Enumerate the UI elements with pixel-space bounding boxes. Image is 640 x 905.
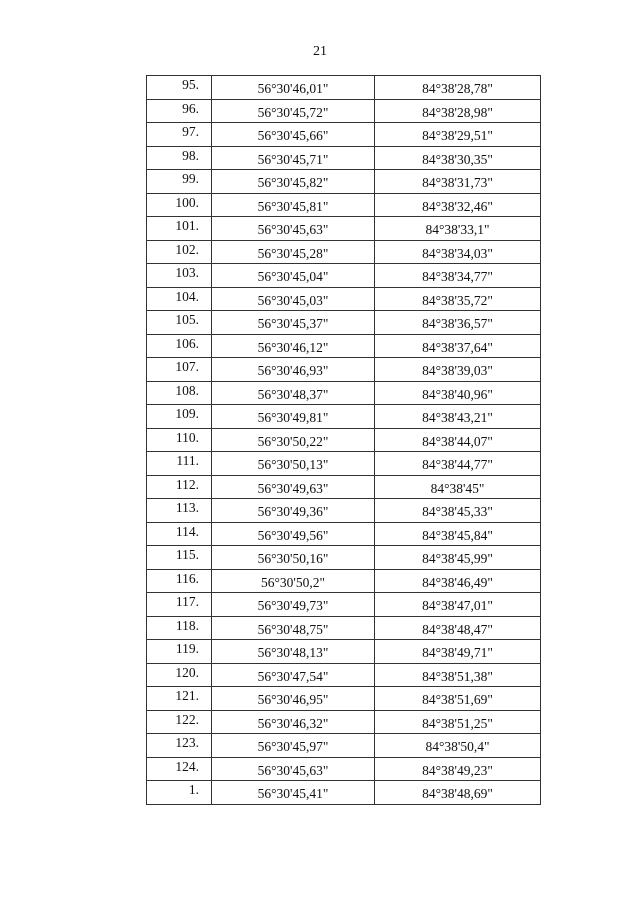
table-row — [147, 76, 541, 100]
longitude-cell: 84°38'45" — [375, 475, 541, 499]
longitude-cell: 84°38'44,77" — [375, 452, 541, 476]
longitude-cell: 84°38'46,49" — [375, 569, 541, 593]
latitude-cell: 56°30'47,54" — [212, 663, 375, 687]
table-row — [147, 99, 541, 123]
latitude-cell: 56°30'49,73" — [212, 593, 375, 617]
table-row — [147, 287, 541, 311]
table-row — [147, 405, 541, 429]
table-row — [147, 757, 541, 781]
longitude-cell: 84°38'48,69" — [375, 781, 541, 805]
latitude-cell: 56°30'48,37" — [212, 381, 375, 405]
latitude-cell: 56°30'45,41" — [212, 781, 375, 805]
table-row — [147, 593, 541, 617]
point-number-cell: 116. — [147, 569, 212, 593]
coordinates-table-body — [147, 76, 541, 805]
table-row — [147, 193, 541, 217]
point-number-cell: 115. — [147, 546, 212, 570]
point-number-cell: 108. — [147, 381, 212, 405]
longitude-cell: 84°38'28,98" — [375, 99, 541, 123]
page-number: 21 — [313, 44, 327, 59]
latitude-cell: 56°30'45,82" — [212, 170, 375, 194]
table-row — [147, 710, 541, 734]
point-number-cell: 122. — [147, 710, 212, 734]
point-number-cell: 102. — [147, 240, 212, 264]
table-row — [147, 640, 541, 664]
longitude-cell: 84°38'45,84" — [375, 522, 541, 546]
table-row — [147, 264, 541, 288]
latitude-cell: 56°30'46,01" — [212, 76, 375, 100]
latitude-cell: 56°30'50,13" — [212, 452, 375, 476]
latitude-cell: 56°30'45,63" — [212, 217, 375, 241]
latitude-cell: 56°30'45,37" — [212, 311, 375, 335]
longitude-cell: 84°38'49,71" — [375, 640, 541, 664]
table-row — [147, 358, 541, 382]
latitude-cell: 56°30'46,93" — [212, 358, 375, 382]
table-row — [147, 499, 541, 523]
point-number-cell: 105. — [147, 311, 212, 335]
table-row — [147, 569, 541, 593]
longitude-cell: 84°38'45,99" — [375, 546, 541, 570]
point-number-cell: 103. — [147, 264, 212, 288]
table-row — [147, 334, 541, 358]
latitude-cell: 56°30'46,95" — [212, 687, 375, 711]
point-number-cell: 123. — [147, 734, 212, 758]
latitude-cell: 56°30'50,22" — [212, 428, 375, 452]
point-number-cell: 98. — [147, 146, 212, 170]
latitude-cell: 56°30'45,63" — [212, 757, 375, 781]
latitude-cell: 56°30'46,12" — [212, 334, 375, 358]
longitude-cell: 84°38'47,01" — [375, 593, 541, 617]
table-row — [147, 522, 541, 546]
latitude-cell: 56°30'45,81" — [212, 193, 375, 217]
point-number-cell: 117. — [147, 593, 212, 617]
table-row — [147, 663, 541, 687]
longitude-cell: 84°38'39,03" — [375, 358, 541, 382]
longitude-cell: 84°38'31,73" — [375, 170, 541, 194]
point-number-cell: 112. — [147, 475, 212, 499]
point-number-cell: 113. — [147, 499, 212, 523]
table-row — [147, 428, 541, 452]
table-row — [147, 240, 541, 264]
longitude-cell: 84°38'48,47" — [375, 616, 541, 640]
longitude-cell: 84°38'34,03" — [375, 240, 541, 264]
longitude-cell: 84°38'36,57" — [375, 311, 541, 335]
longitude-cell: 84°38'32,46" — [375, 193, 541, 217]
point-number-cell: 109. — [147, 405, 212, 429]
latitude-cell: 56°30'49,56" — [212, 522, 375, 546]
latitude-cell: 56°30'49,81" — [212, 405, 375, 429]
latitude-cell: 56°30'45,72" — [212, 99, 375, 123]
longitude-cell: 84°38'35,72" — [375, 287, 541, 311]
latitude-cell: 56°30'46,32" — [212, 710, 375, 734]
point-number-cell: 106. — [147, 334, 212, 358]
point-number-cell: 120. — [147, 663, 212, 687]
longitude-cell: 84°38'44,07" — [375, 428, 541, 452]
longitude-cell: 84°38'30,35" — [375, 146, 541, 170]
point-number-cell: 101. — [147, 217, 212, 241]
point-number-cell: 118. — [147, 616, 212, 640]
latitude-cell: 56°30'50,2" — [212, 569, 375, 593]
latitude-cell: 56°30'49,63" — [212, 475, 375, 499]
table-row — [147, 381, 541, 405]
latitude-cell: 56°30'45,66" — [212, 123, 375, 147]
point-number-cell: 95. — [147, 76, 212, 100]
point-number-cell: 121. — [147, 687, 212, 711]
table-row — [147, 781, 541, 805]
point-number-cell: 107. — [147, 358, 212, 382]
latitude-cell: 56°30'45,28" — [212, 240, 375, 264]
point-number-cell: 99. — [147, 170, 212, 194]
longitude-cell: 84°38'29,51" — [375, 123, 541, 147]
point-number-cell: 119. — [147, 640, 212, 664]
longitude-cell: 84°38'45,33" — [375, 499, 541, 523]
longitude-cell: 84°38'50,4" — [375, 734, 541, 758]
point-number-cell: 100. — [147, 193, 212, 217]
point-number-cell: 104. — [147, 287, 212, 311]
point-number-cell: 110. — [147, 428, 212, 452]
longitude-cell: 84°38'51,25" — [375, 710, 541, 734]
table-row — [147, 170, 541, 194]
table-row — [147, 311, 541, 335]
longitude-cell: 84°38'40,96" — [375, 381, 541, 405]
table-row — [147, 546, 541, 570]
longitude-cell: 84°38'49,23" — [375, 757, 541, 781]
point-number-cell: 111. — [147, 452, 212, 476]
longitude-cell: 84°38'33,1" — [375, 217, 541, 241]
coordinates-table — [146, 75, 541, 805]
point-number-cell: 96. — [147, 99, 212, 123]
longitude-cell: 84°38'28,78" — [375, 76, 541, 100]
latitude-cell: 56°30'45,03" — [212, 287, 375, 311]
table-row — [147, 217, 541, 241]
table-row — [147, 452, 541, 476]
latitude-cell: 56°30'48,13" — [212, 640, 375, 664]
point-number-cell: 124. — [147, 757, 212, 781]
point-number-cell: 1. — [147, 781, 212, 805]
latitude-cell: 56°30'50,16" — [212, 546, 375, 570]
table-row — [147, 687, 541, 711]
point-number-cell: 114. — [147, 522, 212, 546]
longitude-cell: 84°38'34,77" — [375, 264, 541, 288]
table-row — [147, 475, 541, 499]
latitude-cell: 56°30'45,71" — [212, 146, 375, 170]
table-row — [147, 616, 541, 640]
table-row — [147, 734, 541, 758]
latitude-cell: 56°30'45,97" — [212, 734, 375, 758]
longitude-cell: 84°38'43,21" — [375, 405, 541, 429]
table-row — [147, 123, 541, 147]
table-row — [147, 146, 541, 170]
point-number-cell: 97. — [147, 123, 212, 147]
longitude-cell: 84°38'51,38" — [375, 663, 541, 687]
latitude-cell: 56°30'48,75" — [212, 616, 375, 640]
latitude-cell: 56°30'45,04" — [212, 264, 375, 288]
longitude-cell: 84°38'51,69" — [375, 687, 541, 711]
longitude-cell: 84°38'37,64" — [375, 334, 541, 358]
latitude-cell: 56°30'49,36" — [212, 499, 375, 523]
